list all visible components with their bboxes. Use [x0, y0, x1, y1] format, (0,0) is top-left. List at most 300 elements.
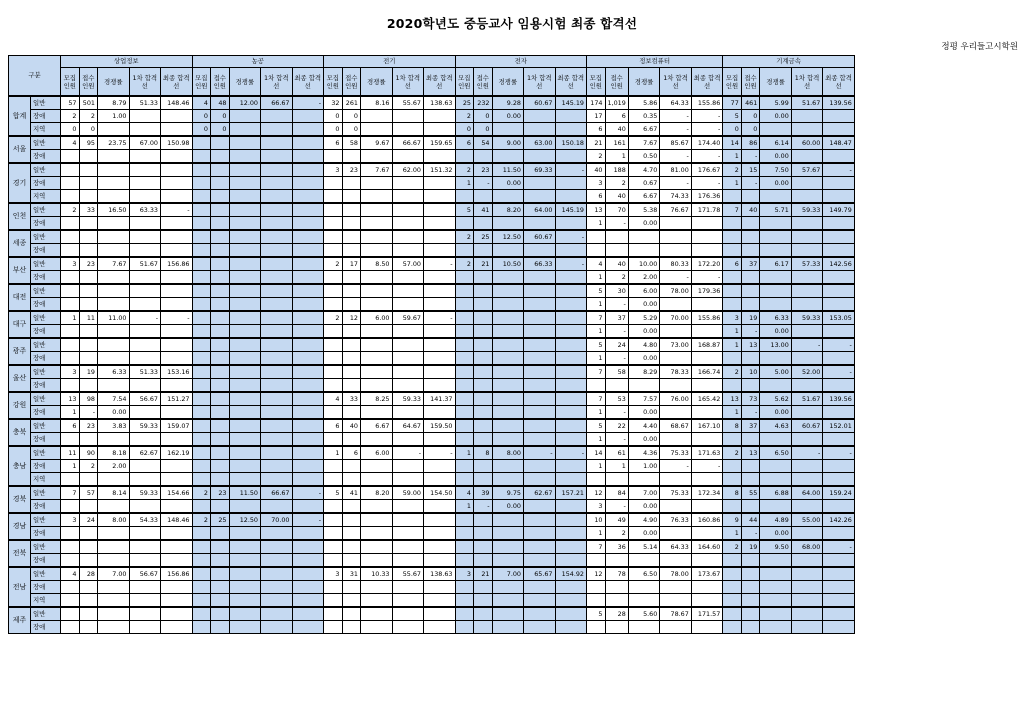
value-cell	[211, 325, 230, 339]
value-cell	[129, 540, 161, 554]
value-cell: 0	[342, 123, 361, 137]
value-cell: 5	[587, 284, 606, 298]
value-cell	[261, 150, 293, 164]
value-cell	[760, 379, 792, 393]
value-cell: 51.33	[129, 365, 161, 379]
value-cell	[361, 607, 393, 621]
value-cell: 69.33	[524, 163, 556, 177]
value-cell	[392, 271, 424, 285]
value-cell: 7.67	[628, 136, 660, 150]
value-cell	[524, 379, 556, 393]
value-cell: 12	[587, 486, 606, 500]
value-cell: 4	[324, 392, 343, 406]
value-cell	[628, 621, 660, 634]
value-cell	[455, 244, 474, 258]
value-cell	[474, 325, 493, 339]
value-cell	[524, 527, 556, 541]
value-cell: 0	[192, 123, 211, 137]
value-cell	[98, 230, 130, 244]
table-row	[9, 244, 855, 258]
value-cell	[261, 540, 293, 554]
value-cell	[161, 271, 193, 285]
value-cell	[392, 513, 424, 527]
value-cell	[342, 607, 361, 621]
value-cell: 159.65	[424, 136, 456, 150]
value-cell	[392, 473, 424, 487]
value-cell	[261, 271, 293, 285]
value-cell	[555, 594, 587, 608]
value-cell: -	[555, 446, 587, 460]
value-cell	[98, 621, 130, 634]
value-cell: 148.46	[161, 513, 193, 527]
value-cell: 159.24	[823, 486, 855, 500]
value-cell: 8.79	[98, 96, 130, 110]
value-cell: 73	[741, 392, 760, 406]
value-cell: 154.50	[424, 486, 456, 500]
value-cell: 138.63	[424, 96, 456, 110]
value-cell: 40	[587, 163, 606, 177]
value-cell: 145.19	[555, 203, 587, 217]
value-cell	[229, 136, 261, 150]
table-row	[9, 365, 855, 379]
value-cell: 66.67	[261, 96, 293, 110]
value-cell	[211, 460, 230, 473]
value-cell	[424, 230, 456, 244]
value-cell: 2	[605, 271, 628, 285]
value-cell: 76.00	[660, 392, 692, 406]
value-cell: 51.67	[129, 257, 161, 271]
column-header: 경쟁률	[229, 68, 261, 97]
value-cell	[129, 123, 161, 137]
value-cell	[61, 150, 80, 164]
value-cell: 6	[455, 136, 474, 150]
value-cell	[691, 325, 723, 339]
value-cell: 0	[342, 110, 361, 123]
value-cell	[261, 365, 293, 379]
value-cell	[192, 406, 211, 420]
value-cell	[161, 190, 193, 204]
value-cell: 40	[605, 257, 628, 271]
value-cell	[292, 298, 324, 312]
value-cell	[161, 621, 193, 634]
value-cell: 166.74	[691, 365, 723, 379]
value-cell	[660, 500, 692, 514]
value-cell: 1	[723, 177, 742, 190]
value-cell: 57.00	[392, 257, 424, 271]
type-cell: 일반	[31, 392, 61, 406]
type-cell: 일반	[31, 446, 61, 460]
value-cell	[229, 567, 261, 581]
value-cell	[342, 338, 361, 352]
value-cell: 2	[723, 540, 742, 554]
value-cell: 98	[79, 392, 98, 406]
value-cell	[492, 284, 524, 298]
value-cell	[524, 190, 556, 204]
value-cell	[292, 136, 324, 150]
value-cell	[129, 325, 161, 339]
value-cell	[361, 473, 393, 487]
column-header: 최종 합격선	[161, 68, 193, 97]
column-header: 모집 인원	[455, 68, 474, 97]
value-cell	[324, 244, 343, 258]
value-cell	[741, 352, 760, 366]
value-cell: 57	[79, 486, 98, 500]
value-cell	[361, 581, 393, 594]
value-cell: 30	[605, 284, 628, 298]
value-cell	[229, 284, 261, 298]
value-cell: 6	[587, 190, 606, 204]
value-cell: 145.19	[555, 96, 587, 110]
value-cell: 5.38	[628, 203, 660, 217]
value-cell: 70	[605, 203, 628, 217]
value-cell	[192, 460, 211, 473]
value-cell	[192, 325, 211, 339]
value-cell	[324, 271, 343, 285]
region-cell: 전남	[9, 567, 31, 607]
value-cell: -	[791, 338, 823, 352]
value-cell	[129, 433, 161, 447]
value-cell: 164.60	[691, 540, 723, 554]
value-cell	[760, 621, 792, 634]
value-cell	[723, 284, 742, 298]
value-cell	[424, 406, 456, 420]
value-cell	[192, 473, 211, 487]
value-cell	[79, 352, 98, 366]
value-cell	[741, 581, 760, 594]
value-cell	[791, 110, 823, 123]
value-cell	[392, 621, 424, 634]
value-cell	[392, 460, 424, 473]
value-cell: 0.00	[760, 527, 792, 541]
value-cell: 5.99	[760, 96, 792, 110]
subject-header: 기계금속	[723, 56, 855, 68]
value-cell	[98, 500, 130, 514]
value-cell	[324, 607, 343, 621]
value-cell: 142.26	[823, 513, 855, 527]
value-cell	[587, 244, 606, 258]
value-cell: 78.00	[660, 567, 692, 581]
value-cell	[292, 392, 324, 406]
type-cell: 일반	[31, 203, 61, 217]
value-cell: 95	[79, 136, 98, 150]
value-cell: 8.50	[361, 257, 393, 271]
value-cell	[192, 607, 211, 621]
value-cell	[211, 567, 230, 581]
value-cell	[342, 500, 361, 514]
value-cell	[455, 527, 474, 541]
value-cell	[760, 433, 792, 447]
value-cell: 4	[61, 136, 80, 150]
value-cell	[492, 365, 524, 379]
value-cell: 172.20	[691, 257, 723, 271]
value-cell: 80.33	[660, 257, 692, 271]
value-cell	[555, 621, 587, 634]
value-cell	[424, 433, 456, 447]
type-cell: 장애	[31, 177, 61, 190]
value-cell: 7.67	[361, 163, 393, 177]
value-cell	[555, 284, 587, 298]
value-cell: 65.67	[524, 567, 556, 581]
table-row	[9, 284, 855, 298]
value-cell: 9.00	[492, 136, 524, 150]
value-cell	[129, 244, 161, 258]
value-cell: 4.63	[760, 419, 792, 433]
column-header: 1차 합격선	[129, 68, 161, 97]
value-cell: 77	[723, 96, 742, 110]
value-cell: 4	[192, 96, 211, 110]
value-cell	[723, 379, 742, 393]
value-cell: 70.00	[660, 311, 692, 325]
value-cell: 2	[723, 446, 742, 460]
value-cell	[211, 594, 230, 608]
value-cell	[392, 594, 424, 608]
value-cell: 2	[61, 110, 80, 123]
value-cell	[192, 594, 211, 608]
value-cell	[98, 473, 130, 487]
value-cell	[211, 271, 230, 285]
value-cell	[229, 500, 261, 514]
value-cell: 6.33	[760, 311, 792, 325]
value-cell: 76.67	[660, 203, 692, 217]
value-cell: 0.00	[628, 527, 660, 541]
value-cell	[261, 311, 293, 325]
value-cell	[79, 177, 98, 190]
value-cell: 3	[324, 163, 343, 177]
value-cell: 2	[587, 150, 606, 164]
column-header: 경쟁률	[98, 68, 130, 97]
value-cell: 5	[723, 110, 742, 123]
value-cell	[129, 352, 161, 366]
table-row	[9, 298, 855, 312]
value-cell: 4.80	[628, 338, 660, 352]
value-cell	[292, 257, 324, 271]
value-cell	[292, 123, 324, 137]
value-cell: -	[741, 527, 760, 541]
value-cell: 155.86	[691, 311, 723, 325]
value-cell: 11	[79, 311, 98, 325]
value-cell	[760, 244, 792, 258]
table-row	[9, 594, 855, 608]
value-cell: 68.67	[660, 419, 692, 433]
value-cell	[211, 365, 230, 379]
value-cell	[361, 500, 393, 514]
value-cell: 0.00	[628, 352, 660, 366]
value-cell: 60.67	[524, 230, 556, 244]
value-cell: 2	[455, 110, 474, 123]
value-cell	[261, 325, 293, 339]
table-row	[9, 486, 855, 500]
value-cell	[691, 230, 723, 244]
value-cell	[660, 594, 692, 608]
value-cell: 6.33	[98, 365, 130, 379]
value-cell: 10.50	[492, 257, 524, 271]
region-header: 구분	[9, 56, 61, 97]
value-cell	[61, 325, 80, 339]
value-cell: 6.17	[760, 257, 792, 271]
type-cell: 지역	[31, 594, 61, 608]
value-cell	[524, 392, 556, 406]
value-cell	[474, 150, 493, 164]
value-cell	[211, 406, 230, 420]
value-cell: 78.00	[660, 284, 692, 298]
value-cell	[424, 527, 456, 541]
value-cell	[361, 621, 393, 634]
value-cell	[628, 554, 660, 568]
column-header: 접수 인원	[605, 68, 628, 97]
value-cell: -	[605, 298, 628, 312]
value-cell: 51.67	[791, 96, 823, 110]
value-cell	[691, 473, 723, 487]
value-cell: 7	[723, 203, 742, 217]
value-cell	[723, 298, 742, 312]
value-cell: 8.14	[98, 486, 130, 500]
column-header: 1차 합격선	[392, 68, 424, 97]
value-cell	[79, 500, 98, 514]
value-cell	[292, 217, 324, 231]
value-cell	[424, 284, 456, 298]
value-cell	[61, 284, 80, 298]
value-cell: 58	[605, 365, 628, 379]
value-cell	[79, 473, 98, 487]
value-cell	[342, 244, 361, 258]
value-cell	[741, 607, 760, 621]
value-cell	[555, 190, 587, 204]
value-cell	[161, 298, 193, 312]
value-cell	[211, 230, 230, 244]
value-cell: 6.67	[361, 419, 393, 433]
value-cell	[61, 230, 80, 244]
value-cell	[791, 325, 823, 339]
type-cell: 일반	[31, 540, 61, 554]
value-cell: 7	[587, 311, 606, 325]
value-cell: 23	[211, 486, 230, 500]
value-cell	[342, 473, 361, 487]
value-cell: 54	[474, 136, 493, 150]
value-cell: 5.86	[628, 96, 660, 110]
value-cell	[129, 110, 161, 123]
value-cell	[524, 338, 556, 352]
value-cell	[628, 594, 660, 608]
value-cell	[760, 298, 792, 312]
value-cell	[492, 473, 524, 487]
value-cell	[587, 621, 606, 634]
value-cell	[474, 379, 493, 393]
table-row	[9, 96, 855, 110]
column-header: 1차 합격선	[524, 68, 556, 97]
value-cell: 40	[741, 203, 760, 217]
value-cell	[192, 581, 211, 594]
value-cell	[324, 594, 343, 608]
value-cell: 17	[587, 110, 606, 123]
value-cell	[211, 163, 230, 177]
value-cell: 2.00	[98, 460, 130, 473]
value-cell: 1	[61, 460, 80, 473]
value-cell	[129, 163, 161, 177]
value-cell	[261, 163, 293, 177]
value-cell: 148.47	[823, 136, 855, 150]
value-cell: 24	[79, 513, 98, 527]
value-cell	[129, 500, 161, 514]
value-cell	[492, 190, 524, 204]
value-cell	[628, 244, 660, 258]
value-cell	[61, 217, 80, 231]
value-cell	[691, 298, 723, 312]
value-cell	[261, 527, 293, 541]
value-cell: 2	[605, 177, 628, 190]
value-cell	[660, 621, 692, 634]
value-cell: 11.00	[98, 311, 130, 325]
table-row	[9, 554, 855, 568]
type-cell: 장애	[31, 500, 61, 514]
table-row	[9, 473, 855, 487]
value-cell	[211, 607, 230, 621]
value-cell	[211, 190, 230, 204]
value-cell: 2.00	[628, 271, 660, 285]
value-cell	[292, 177, 324, 190]
value-cell: 78	[605, 567, 628, 581]
value-cell: 0.00	[492, 177, 524, 190]
value-cell: 25	[455, 96, 474, 110]
value-cell	[455, 460, 474, 473]
type-cell: 장애	[31, 581, 61, 594]
value-cell	[823, 527, 855, 541]
value-cell: 171.63	[691, 446, 723, 460]
value-cell	[587, 230, 606, 244]
value-cell	[79, 527, 98, 541]
value-cell	[129, 607, 161, 621]
value-cell	[61, 352, 80, 366]
value-cell	[455, 594, 474, 608]
value-cell	[61, 163, 80, 177]
value-cell	[192, 203, 211, 217]
value-cell: -	[660, 123, 692, 137]
value-cell: 0	[192, 110, 211, 123]
column-header: 경쟁률	[628, 68, 660, 97]
value-cell	[98, 284, 130, 298]
region-cell: 대전	[9, 284, 31, 311]
value-cell	[361, 338, 393, 352]
value-cell	[79, 325, 98, 339]
value-cell	[660, 554, 692, 568]
type-cell: 일반	[31, 338, 61, 352]
value-cell: -	[660, 110, 692, 123]
value-cell	[292, 352, 324, 366]
value-cell	[723, 230, 742, 244]
value-cell: 1	[455, 177, 474, 190]
value-cell	[261, 433, 293, 447]
value-cell: 8.20	[492, 203, 524, 217]
value-cell	[342, 325, 361, 339]
value-cell: 41	[474, 203, 493, 217]
value-cell: -	[823, 540, 855, 554]
value-cell	[628, 473, 660, 487]
value-cell: 9.50	[760, 540, 792, 554]
value-cell	[61, 621, 80, 634]
table-row	[9, 271, 855, 285]
value-cell	[424, 338, 456, 352]
value-cell	[492, 513, 524, 527]
value-cell: 4	[455, 486, 474, 500]
value-cell	[361, 527, 393, 541]
value-cell	[342, 365, 361, 379]
value-cell	[292, 540, 324, 554]
value-cell	[261, 230, 293, 244]
value-cell: 67.00	[129, 136, 161, 150]
value-cell	[192, 392, 211, 406]
value-cell: -	[691, 460, 723, 473]
value-cell	[342, 581, 361, 594]
value-cell	[741, 230, 760, 244]
